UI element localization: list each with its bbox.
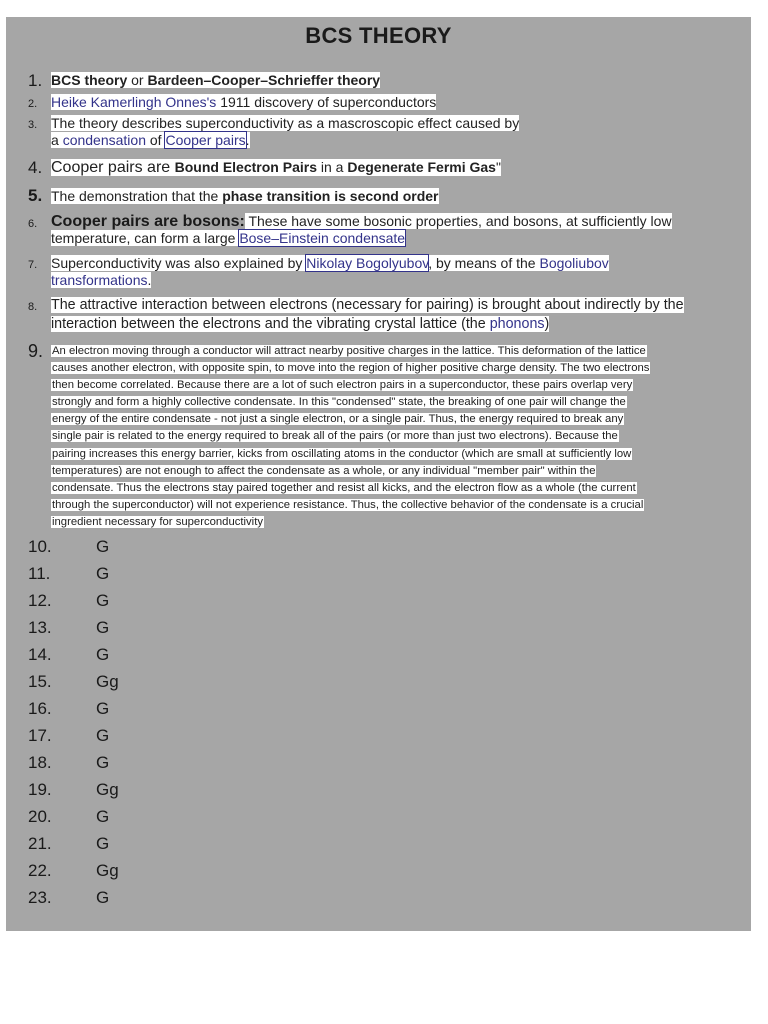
plain-text: . [245,132,250,148]
text-line: The attractive interaction between electrons (necessary for pairing) is brought about indirectly by the [51,297,684,313]
plain-text: temperature, can form a large [51,230,240,246]
link-condensation[interactable]: condensation [62,132,146,148]
item-text: G [96,753,110,772]
item-text: G [96,888,110,907]
item-number: 17. [28,726,52,745]
link-kamerlingh-onnes[interactable]: Heike Kamerlingh Onnes's [51,94,217,110]
paragraph-line: through the superconductor) will not experience resistance. Thus, the collective behavior of the condensate is a crucial [52,498,644,511]
item-text: Gg [96,861,119,880]
bold-text: BCS theory [51,72,128,88]
bold-text: Bardeen–Cooper–Schrieffer theory [147,72,381,88]
item-number: 11. [28,564,51,583]
plain-text: Superconductivity was also explained by [51,255,307,271]
paragraph-line: ingredient necessary for superconductivity [52,515,263,528]
item-text: G [96,726,110,745]
item-text: G [96,618,110,637]
list-item [28,591,109,611]
item-number: 14. [28,645,52,664]
list-item [28,672,119,692]
item-number: 1. [28,71,43,90]
item-text [51,296,747,334]
paragraph-line: causes another electron, with opposite spin, to move into the region of higher positive charge density. The two electrons [52,362,650,375]
document-page [6,17,751,931]
list-item [28,888,109,908]
item-number: 10. [28,537,52,556]
bold-text: Bound Electron Pairs [174,159,317,175]
list-item [28,834,109,854]
item-text: G [96,537,110,556]
item-number: 4. [28,158,43,177]
text-line: These have some bosonic properties, and bosons, at sufficiently low [244,213,672,229]
item-text: G [96,591,110,610]
link-bose-einstein-condensate[interactable]: Bose–Einstein condensate [239,230,406,246]
item-text: G [96,564,110,583]
plain-text: ) [544,316,550,332]
item-text [51,115,747,149]
paragraph-line: energy of the entire condensate - not just a single electron, or a single pair. Thus, the energy required to break any [52,413,624,426]
page-title: BCS THEORY [305,23,452,48]
item-text: Gg [96,672,119,691]
list-item [28,699,109,719]
item-text [51,159,747,177]
plain-text: 1911 discovery of superconductors [216,94,437,110]
paragraph-line: pairing increases this energy barrier, kicks from oscillating atoms in the conductor (which are small at sufficiently low [52,447,632,460]
item-number: 18. [28,753,52,772]
item-number: 7. [28,259,38,271]
list-item [28,645,109,665]
plain-text: , by means of the [428,255,540,271]
item-number: 19. [28,780,52,799]
list-item [28,807,109,827]
plain-text: " [495,159,501,175]
list-item [28,564,109,584]
item-text: G [96,834,110,853]
list-item [28,753,109,773]
paragraph-line: single pair is related to the energy required to break all of the pairs (or more than just two electrons). Because the [52,430,618,443]
plain-text: The demonstration that the [51,188,223,204]
plain-text: or [127,72,148,88]
paragraph-line: An electron moving through a conductor will attract nearby positive charges in the lattice. This deformation of the lattice [52,345,646,357]
item-number: 5. [28,186,43,205]
paragraph-line: strongly and form a highly collective condensate. In this "condensed" state, the breaking of one pair will change the [52,396,626,409]
item-text: Gg [96,780,119,799]
item-number: 22. [28,861,52,880]
plain-text: in a [316,159,348,175]
item-number: 16. [28,699,52,718]
item-number: 8. [28,301,38,313]
list-item [28,780,119,800]
bold-text: Degenerate Fermi Gas [347,159,496,175]
item-text [51,213,747,247]
text-line: The theory describes superconductivity as a mascroscopic effect caused by [51,115,520,131]
paragraph-line: condensate. Thus the electrons stay paired together and resist all kicks, and the electron flow as a whole (the current [52,481,636,494]
bold-text: Cooper pairs are bosons: [51,213,245,230]
item-text [51,255,747,289]
link-cooper-pairs[interactable]: Cooper pairs [165,132,246,148]
item-number: 9. [28,341,44,361]
plain-text: of [145,132,166,148]
item-number: 15. [28,672,52,691]
item-text: G [96,807,110,826]
list-item [28,537,109,557]
item-number: 3. [28,119,38,131]
link-nikolay-bogolyubov[interactable]: Nikolay Bogolyubov [306,255,429,271]
item-number: 12. [28,591,52,610]
plain-text: interaction between the electrons and the vibrating crystal lattice (the [51,316,490,332]
item-number: 20. [28,807,52,826]
bold-text: phase transition is second order [222,188,439,204]
list-item [28,618,109,638]
link-phonons[interactable]: phonons [489,316,545,332]
plain-text: a [51,132,63,148]
paragraph-line: temperatures) are not enough to affect the condensate as a whole, or any individual "member pair" within the [52,464,596,477]
plain-text: Cooper pairs are [51,159,175,176]
item-text: G [96,699,110,718]
item-text [51,188,747,205]
link-bogoliubov[interactable]: Bogoliubov [539,255,609,271]
link-transformations[interactable]: transformations [51,272,148,288]
item-number: 13. [28,618,52,637]
item-number: 21. [28,834,52,853]
paragraph-line: then become correlated. Because there are a lot of such electron pairs in a superconductor, these pairs overlap very [52,379,633,392]
item-text: G [96,645,110,664]
item-paragraph [51,343,747,531]
item-number: 6. [28,218,38,230]
item-text [51,72,747,89]
plain-text: . [147,272,152,288]
list-item [28,726,109,746]
item-number: 2. [28,98,38,110]
item-number: 23. [28,888,52,907]
list-item [28,861,119,881]
item-text [51,94,747,111]
